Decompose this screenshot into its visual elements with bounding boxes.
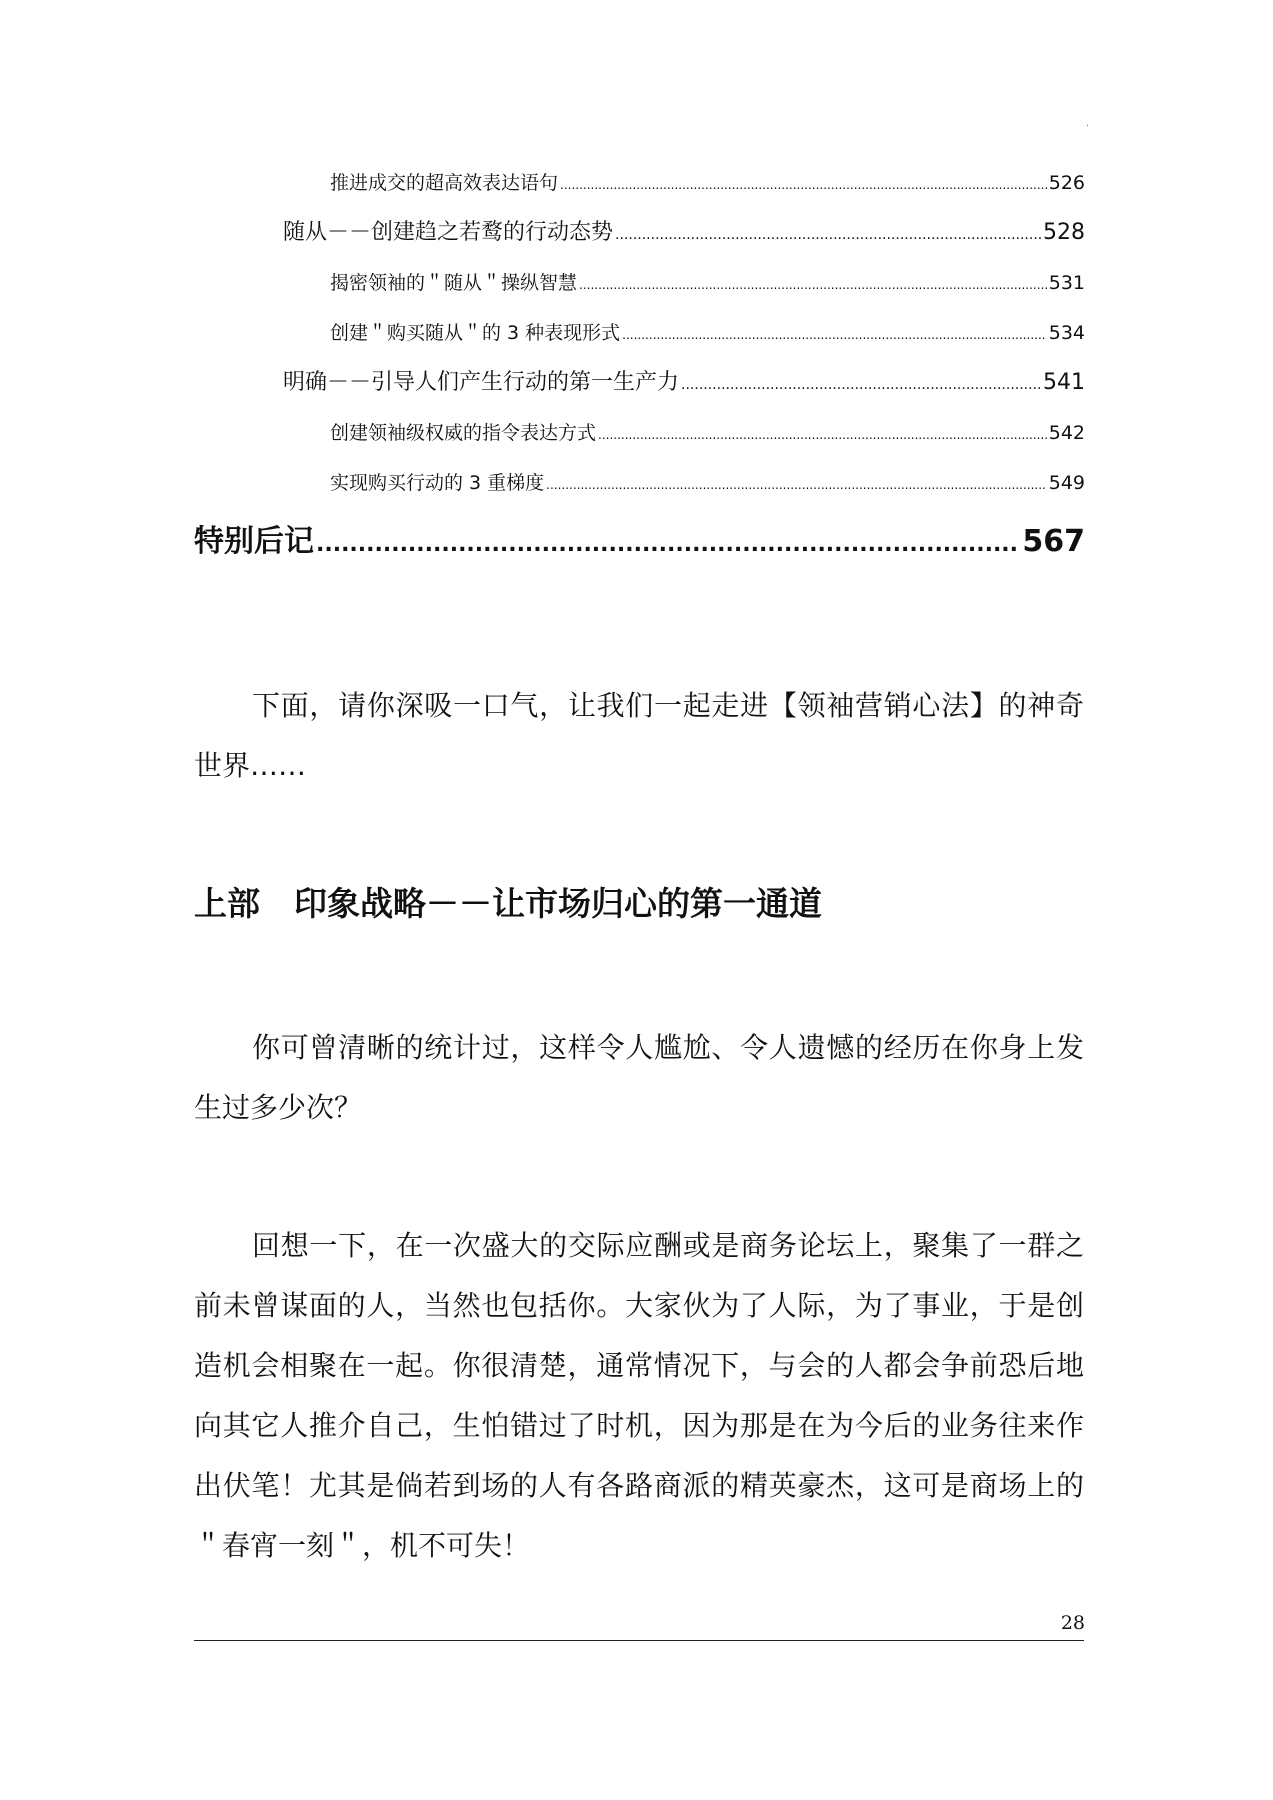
toc-entry[interactable]: [283, 215, 1085, 246]
toc-entry-page: 549: [1048, 472, 1085, 494]
toc-dot-leader: [546, 478, 1047, 492]
toc-entry-page: 534: [1048, 322, 1085, 344]
toc-dot-leader: [598, 428, 1047, 442]
toc-entry-title: 创建＂购买随从＂的 3 种表现形式: [330, 322, 621, 344]
toc-entry-chapter[interactable]: [194, 516, 1085, 560]
toc-dot-leader: [560, 178, 1047, 192]
toc-entry-page: 528: [1043, 220, 1085, 245]
toc-entry-title: 创建领袖级权威的指令表达方式: [330, 422, 597, 444]
toc-entry[interactable]: [330, 468, 1085, 495]
toc-entry-title: 实现购买行动的 3 重梯度: [330, 472, 545, 494]
toc-entry[interactable]: [330, 168, 1085, 195]
toc-entry-page: 542: [1048, 422, 1085, 444]
toc-entry-title: 推进成交的超高效表达语句: [330, 172, 559, 194]
section-title: 印象战略－－让市场归心的第一通道: [294, 884, 822, 923]
toc-entry-page: 541: [1043, 370, 1085, 395]
toc-entry[interactable]: [330, 268, 1085, 295]
toc-entry-title: 揭密领袖的＂随从＂操纵智慧: [330, 272, 578, 294]
toc-dot-leader: [622, 328, 1047, 342]
body-paragraph: 回想一下，在一次盛大的交际应酬或是商务论坛上，聚集了一群之前未曾谋面的人，当然也包括你。大家伙为了人际，为了事业，于是创造机会相聚在一起。你很清楚，通常情况下，与会的人都会争前恐后地向其它人推介自己，生怕错过了时机，因为那是在为今后的业务往来作出伏笔！尤其是倘若到场的人有各路商派的精英豪杰，这可是商场上的＂春宵一刻＂，机不可失！: [194, 1229, 1084, 1562]
toc-entry-page: 531: [1048, 272, 1085, 294]
page-number: 28: [1060, 1612, 1085, 1634]
section-part-label: 上部: [194, 884, 260, 923]
toc-entry-title: 特别后记: [194, 524, 314, 559]
toc-dot-leader: [681, 377, 1041, 393]
toc-dot-leader: [579, 278, 1047, 292]
toc-entry-title: 明确－－引导人们产生行动的第一生产力: [283, 370, 680, 395]
toc-entry-page: 567: [1022, 524, 1085, 559]
toc-dot-leader: [615, 227, 1041, 243]
footer-divider: [194, 1640, 1084, 1641]
toc-entry[interactable]: [283, 365, 1085, 396]
toc-entry-title: 随从－－创建趋之若鹜的行动态势: [283, 220, 614, 245]
corner-mark: .: [1086, 118, 1090, 129]
section-heading: [194, 878, 822, 925]
toc-entry[interactable]: [330, 418, 1085, 445]
intro-paragraph: 下面，请你深吸一口气，让我们一起走进【领袖营销心法】的神奇世界……: [194, 689, 1084, 782]
toc-entry[interactable]: [330, 318, 1085, 345]
toc-dot-leader: [316, 532, 1020, 557]
body-paragraph: 你可曾清晰的统计过，这样令人尴尬、令人遗憾的经历在你身上发生过多少次？: [194, 1031, 1084, 1124]
toc-entry-page: 526: [1048, 172, 1085, 194]
